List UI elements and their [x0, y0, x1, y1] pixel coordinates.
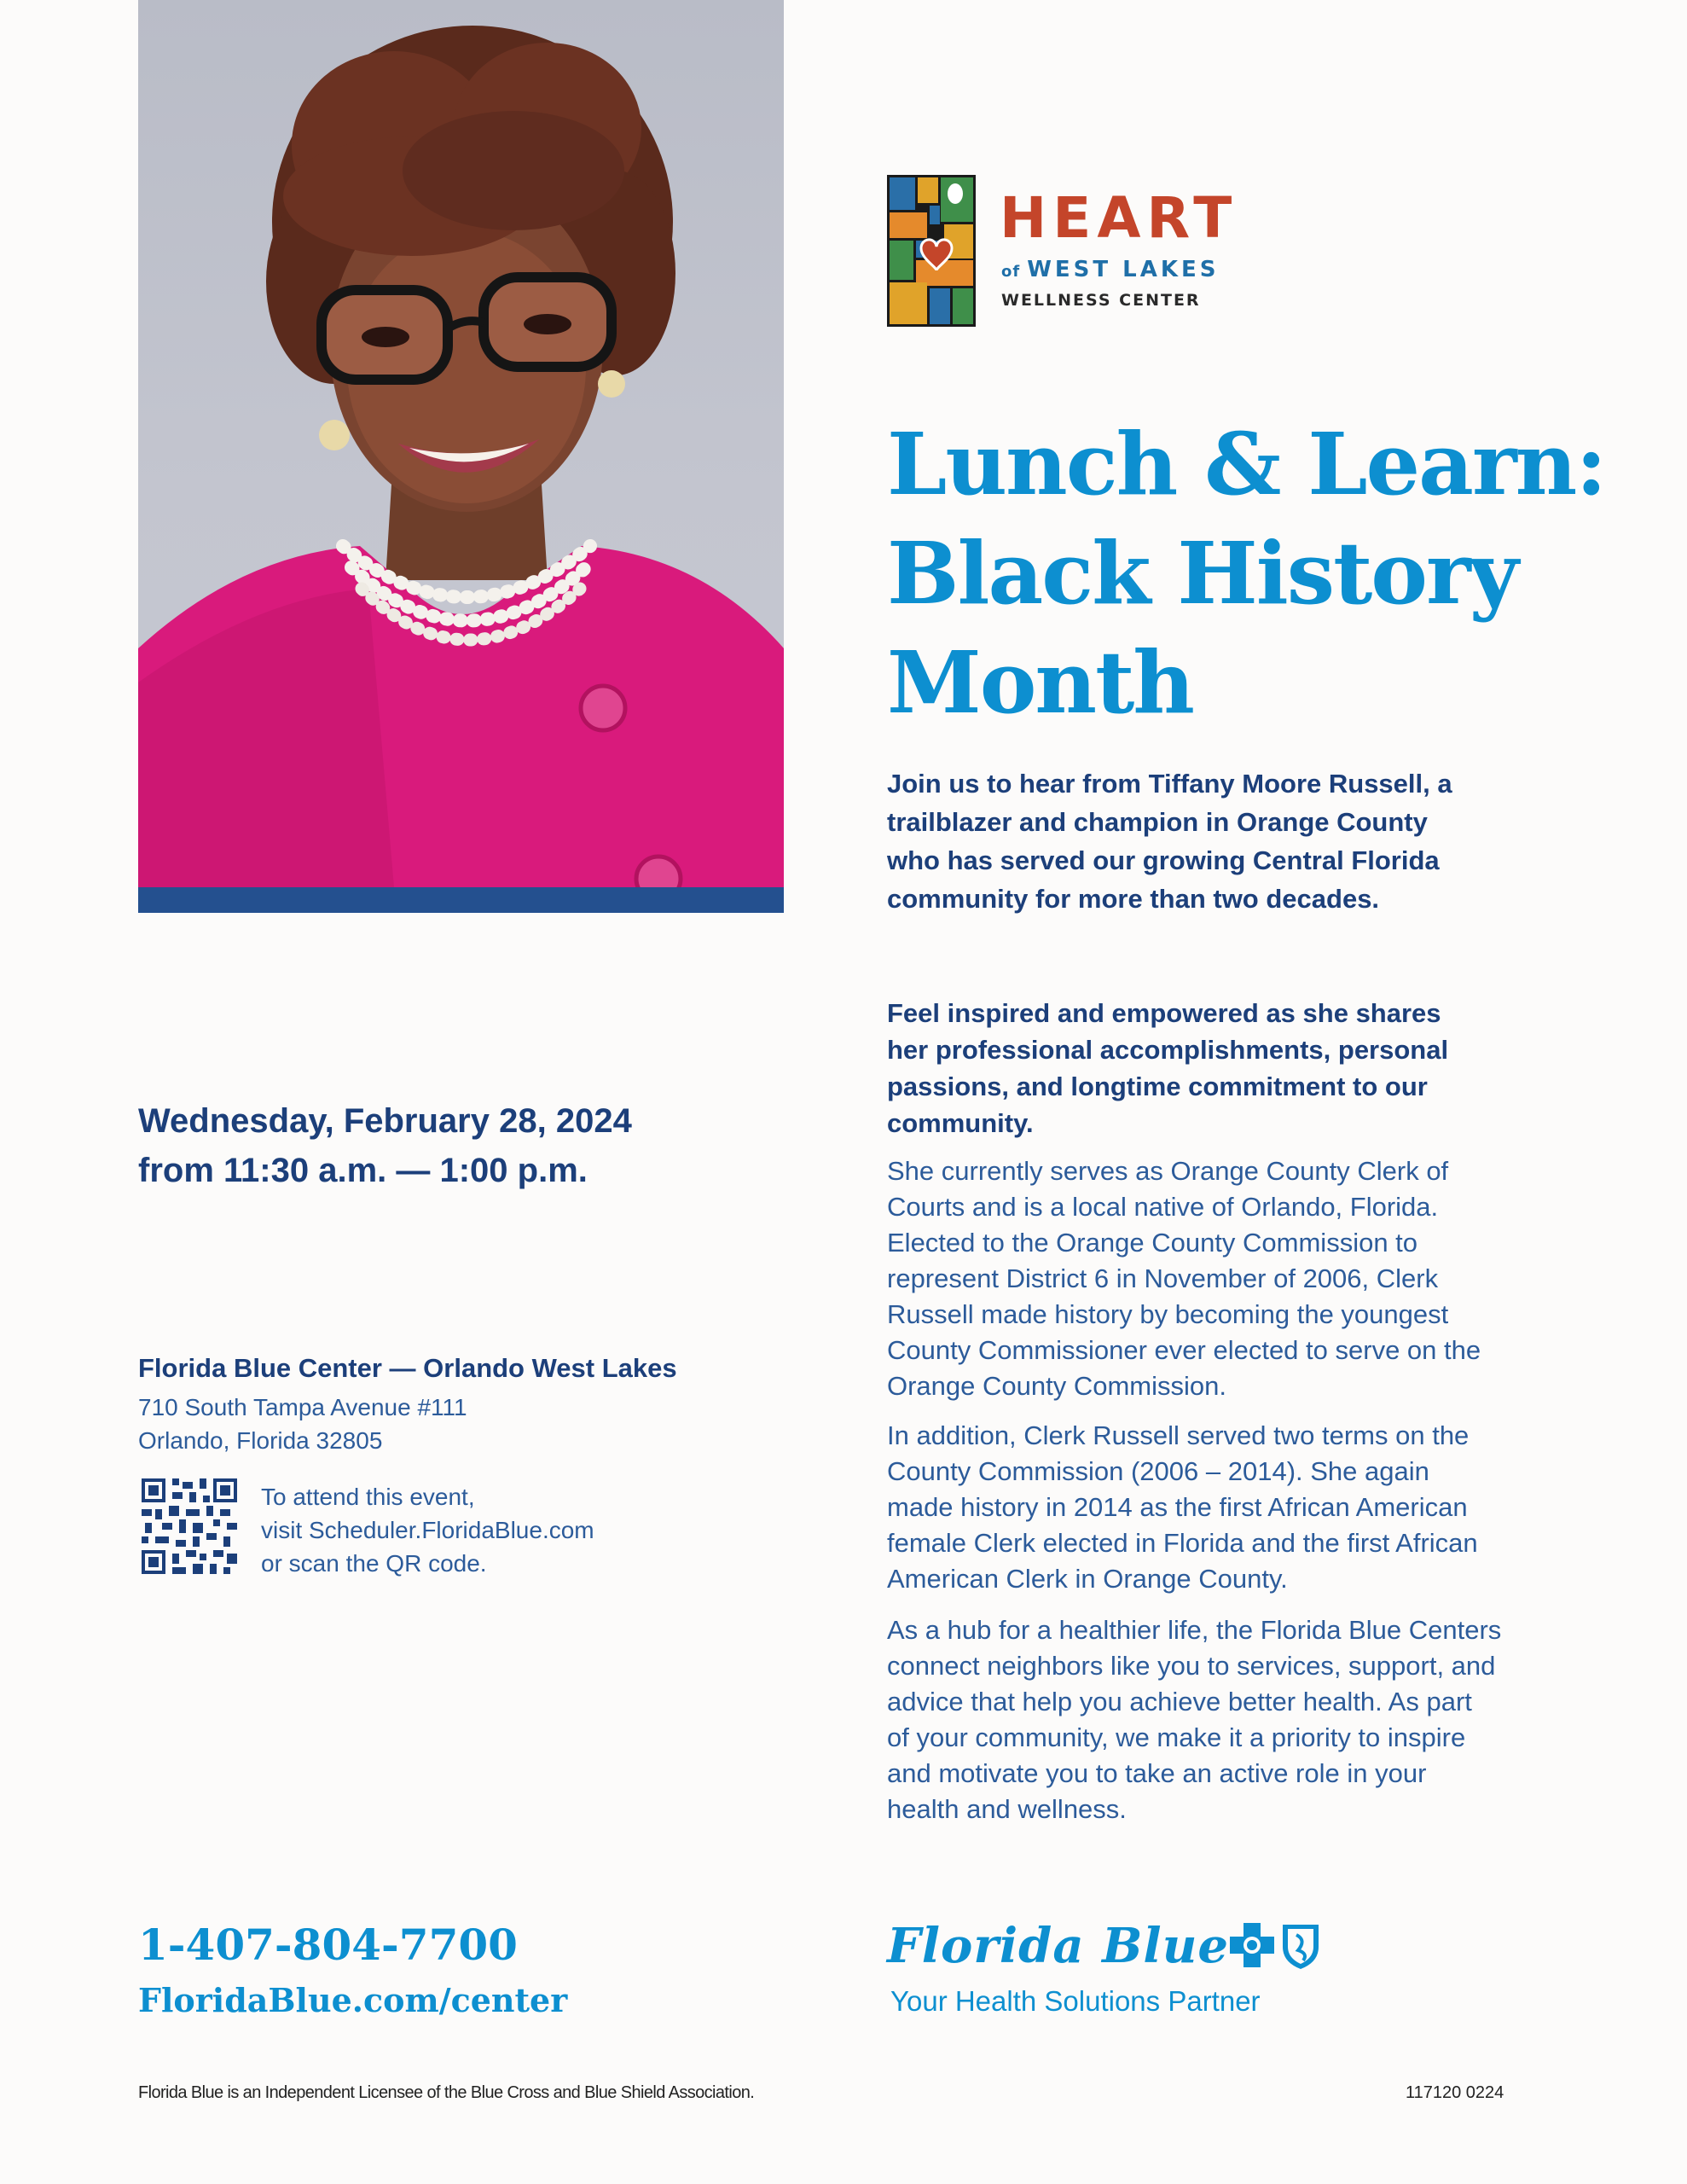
mosaic-logo-icon	[887, 175, 976, 327]
title-line-2: Black History	[887, 523, 1517, 624]
title-line-3: Month	[887, 632, 1193, 733]
website-link[interactable]: FloridaBlue.com/center	[138, 1981, 568, 2019]
centers-line: As a hub for a healthier life, the Florida Blue Centers	[887, 1615, 1502, 1645]
intro-paragraph	[887, 764, 1535, 918]
logo-heart-wordmark: HEART	[1000, 185, 1238, 251]
address-line-2: Orlando, Florida 32805	[138, 1427, 383, 1454]
blue-cross-blue-shield-logo	[1230, 1921, 1325, 1971]
photo-accent-band	[138, 887, 784, 913]
history-line: American Clerk in Orange County.	[887, 1564, 1288, 1594]
lead-paragraph	[887, 995, 1535, 1141]
legal-disclaimer: Florida Blue is an Independent Licensee of the Blue Cross and Blue Shield Association.	[138, 2083, 755, 2102]
lead-line: Feel inspired and empowered as she shares	[887, 998, 1441, 1028]
history-paragraph	[887, 1418, 1544, 1597]
event-time: from 11:30 a.m. — 1:00 p.m.	[138, 1152, 588, 1189]
bio-line: County Commissioner ever elected to serve on the	[887, 1335, 1481, 1365]
qr-code[interactable]	[142, 1478, 237, 1574]
lead-line: her professional accomplishments, personal	[887, 1035, 1449, 1065]
history-line: In addition, Clerk Russell served two terms on the	[887, 1420, 1470, 1450]
lead-line: community.	[887, 1108, 1034, 1138]
venue-address	[138, 1391, 786, 1457]
centers-line: health and wellness.	[887, 1794, 1127, 1824]
attend-instructions	[261, 1480, 739, 1580]
centers-line: and motivate you to take an active role in your	[887, 1758, 1427, 1788]
logo-wellness-center: WELLNESS CENTER	[1001, 291, 1201, 310]
intro-line: community for more than two decades.	[887, 884, 1380, 914]
centers-line: connect neighbors like you to services, support, and	[887, 1651, 1496, 1681]
document-code: 117120 0224	[1406, 2083, 1504, 2102]
cross-shield-icon	[1230, 1921, 1325, 1971]
intro-line: who has served our growing Central Florida	[887, 845, 1440, 875]
history-line: County Commission (2006 – 2014). She again	[887, 1456, 1429, 1486]
bio-line: She currently serves as Orange County Clerk of	[887, 1156, 1449, 1186]
portrait-photo	[138, 0, 784, 887]
event-datetime	[138, 1096, 786, 1195]
portrait-illustration	[138, 0, 784, 887]
bio-line: represent District 6 in November of 2006, Clerk	[887, 1263, 1439, 1293]
address-line-1: 710 South Tampa Avenue #111	[138, 1394, 467, 1420]
page-title	[887, 410, 1638, 737]
bio-line: Elected to the Orange County Commission to	[887, 1228, 1418, 1258]
logo-west-lakes	[1001, 258, 1219, 281]
history-line: female Clerk elected in Florida and the first African	[887, 1528, 1478, 1558]
venue-name: Florida Blue Center — Orlando West Lakes	[138, 1353, 677, 1383]
intro-line: trailblazer and champion in Orange County	[887, 807, 1428, 837]
brand-tagline: Your Health Solutions Partner	[890, 1985, 1261, 2017]
florida-blue-wordmark: Florida Blue	[887, 1918, 1230, 1974]
centers-line: advice that help you achieve better health. As part	[887, 1687, 1472, 1716]
qr-code-icon	[142, 1478, 237, 1574]
centers-paragraph	[887, 1612, 1544, 1827]
attend-line-1: To attend this event,	[261, 1484, 475, 1510]
intro-line: Join us to hear from Tiffany Moore Russell, a	[887, 769, 1452, 799]
history-line: made history in 2014 as the first African American	[887, 1492, 1468, 1522]
logo-west-lakes-text: WEST LAKES	[1027, 257, 1220, 282]
attend-line-2[interactable]: visit Scheduler.FloridaBlue.com	[261, 1517, 594, 1543]
bio-line: Russell made history by becoming the youngest	[887, 1299, 1449, 1329]
bio-paragraph	[887, 1153, 1544, 1404]
lead-line: passions, and longtime commitment to our	[887, 1072, 1428, 1101]
event-date: Wednesday, February 28, 2024	[138, 1102, 632, 1140]
bio-line: Orange County Commission.	[887, 1371, 1226, 1401]
attend-line-3: or scan the QR code.	[261, 1550, 487, 1577]
logo-of: of	[1001, 263, 1021, 281]
phone-number[interactable]: 1-407-804-7700	[138, 1920, 518, 1970]
heart-of-west-lakes-logo	[887, 175, 1262, 328]
centers-line: of your community, we make it a priority to inspire	[887, 1722, 1466, 1752]
bio-line: Courts and is a local native of Orlando, Florida.	[887, 1192, 1439, 1222]
title-line-1: Lunch & Learn:	[887, 414, 1606, 514]
